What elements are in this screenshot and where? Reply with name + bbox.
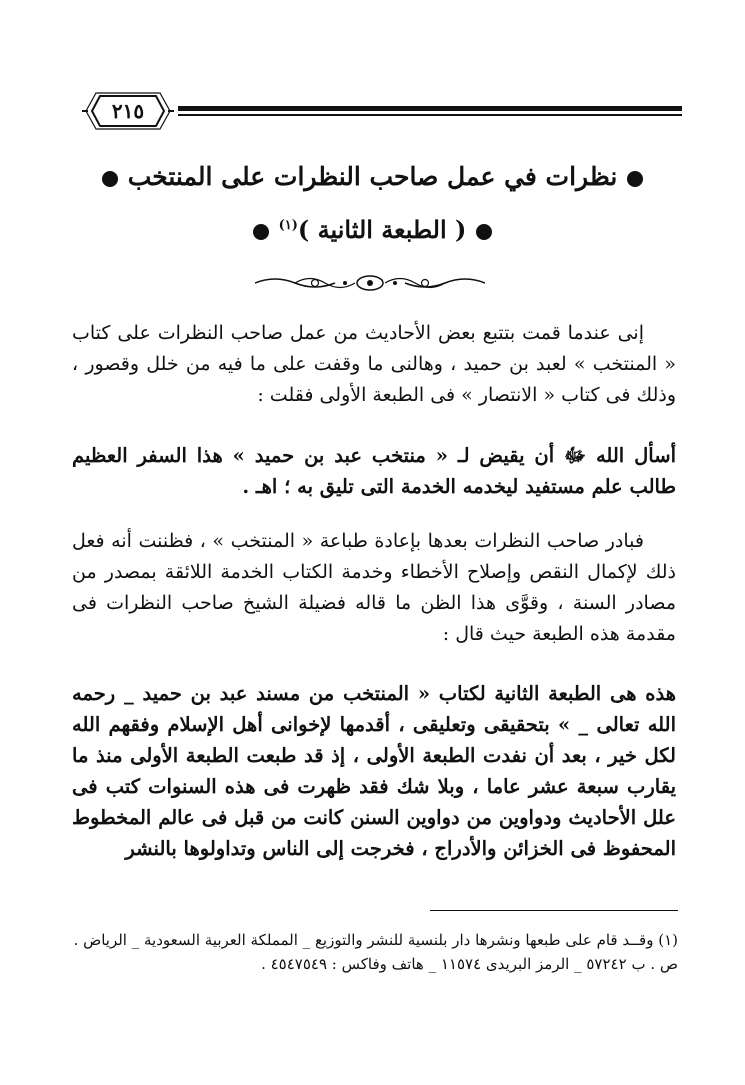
- footnote-line-2: ص . ب ٥٧٢٤٢ _ الرمز البريدى ١١٥٧٤ _ هاتف وفاكس : ٤٥٤٧٥٤٩ .: [261, 955, 678, 973]
- bullet-icon: [627, 171, 643, 187]
- header-rule-thick: [178, 106, 682, 111]
- main-title: [0, 162, 745, 191]
- bullet-icon: [476, 224, 492, 240]
- bullet-icon: [253, 224, 269, 240]
- footnote-marker: (١): [278, 218, 298, 233]
- quote-1: [72, 440, 676, 502]
- quote-2: [72, 678, 676, 864]
- footnote-line-1: (١) وقــد قام على طبعها ونشرها دار بلنسية للنشر والتوزيع _ المملكة العربية السعودية _ الرياض .: [73, 931, 678, 949]
- quote-1-text: أسأل الله ﷻ أن يقيض لـ « منتخب عبد بن حميد » هذا السفر العظيم طالب علم مستفيد ليخدمه الخدمة التى تليق به ؛ اهـ .: [72, 444, 676, 498]
- paragraph-1: [72, 318, 676, 411]
- footnote: [68, 928, 678, 976]
- main-title-text: نظرات في عمل صاحب النظرات على المنتخب: [127, 162, 618, 191]
- page-header: [82, 92, 682, 138]
- header-rule-thin: [178, 114, 682, 116]
- footnote-separator: [430, 910, 678, 911]
- bullet-icon: [102, 171, 118, 187]
- ornament-divider-icon: [255, 272, 485, 294]
- paragraph-2: [72, 526, 676, 650]
- quote-2-text: هذه هى الطبعة الثانية لكتاب « المنتخب من مسند عبد بن حميد _ رحمه الله تعالى _ » بتحقيقى وتعليقى ، أقدمها لإخوانى أهل الإسلام وفقهم الله لكل خير ، بعد أن نفدت الطبعة الأولى ، إذ قد طبعت الطبعة الأولى منذ ما يقارب سبعة عشر عاما ، وبلا شك فقد ظهرت فى هذه السنوات كتب فى علل الأحاديث ودواوين من دواوين السنن كانت من قبل فى عالم المخطوط المحفوظ فى الخزائن والأدراج ، فخرجت إلى الناس وتداولوها بالنشر: [72, 682, 676, 860]
- sub-title-text: ( الطبعة الثانية ): [297, 215, 467, 244]
- sub-title: [0, 215, 745, 244]
- page-number: ٢١٥: [111, 99, 145, 123]
- paragraph-2-text: فبادر صاحب النظرات بعدها بإعادة طباعة « المنتخب » ، فظننت أنه فعل ذلك لإكمال النقص وإصلاح الأخطاء وخدمة الكتاب الخدمة اللائقة بمصدر من مصادر السنة ، وقوَّى هذا الظن ما قاله فضيلة الشيخ صاحب النظرات فى مقدمة هذه الطبعة حيث قال :: [72, 530, 676, 645]
- paragraph-1-text: إنى عندما قمت بتتبع بعض الأحاديث من عمل صاحب النظرات على كتاب « المنتخب » لعبد بن حميد ، وهالنى ما وقفت على ما فيه من خلل وقصور ، وذلك فى كتاب « الانتصار » فى الطبعة الأولى فقلت :: [72, 322, 676, 406]
